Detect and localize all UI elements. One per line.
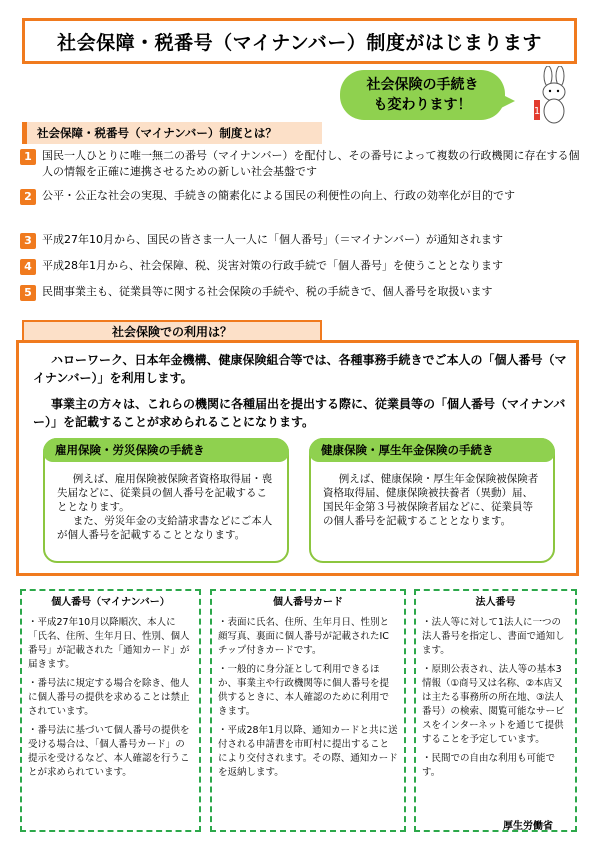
info-box-title: 法人番号	[475, 597, 516, 608]
number-badge: 3	[20, 233, 36, 249]
social-insurance-panel	[16, 340, 579, 576]
rabbit-mascot-icon	[530, 66, 580, 126]
info-box-corporate-number	[414, 589, 577, 832]
speech-bubble	[340, 70, 505, 120]
bubble-line-2: も変わります！	[373, 97, 472, 113]
list-item	[20, 232, 580, 248]
info-box-paragraph: ・法人等に対して1法人に一つの法人番号を指定し、書面で通知します。	[422, 617, 565, 656]
list-item	[20, 188, 580, 222]
health-insurance-box	[309, 438, 555, 563]
employment-insurance-box	[43, 438, 289, 563]
health-insurance-text	[323, 472, 543, 528]
list-item	[20, 148, 580, 182]
info-box-paragraph: ・平成27年10月以降順次、本人に「氏名、住所、生年月日、性別、個人番号」が記載された「通知カード」が届きます。	[28, 617, 190, 670]
usage-paragraph-2: 事業主の方々は、これらの機関に各種届出を提出する際に、従業員等の「個人番号（マイナンバー）」を記載することが求められることになります。	[33, 397, 566, 429]
bubble-line-1: 社会保険の手続き	[366, 77, 479, 93]
info-box-title: 個人番号（マイナンバー）	[51, 597, 170, 608]
list-item-text: 平成27年10月から、国民の皆さま一人一人に「個人番号」（＝マイナンバー）が通知されます	[42, 233, 503, 246]
info-box-paragraph: ・平成28年1月以降、通知カードと共に送付される申請書を市町村に提出することにより交付されます。その際、通知カードを返納します。	[218, 725, 398, 778]
list-item-text: 公平・公正な社会の実現、手続きの簡素化による国民の利便性の向上、行政の効率化が目的です	[42, 189, 515, 202]
section-header-social-insurance: 社会保険での利用は？	[22, 320, 322, 342]
number-badge: 1	[20, 149, 36, 165]
info-box-paragraph: ・番号法に基づいて個人番号の提供を受ける場合は、「個人番号カード」の提示を受けるなど、本人確認を行うことが求められています。	[28, 725, 190, 778]
list-item-text: 平成28年1月から、社会保障、税、災害対策の行政手続で「個人番号」を使うこととなります	[42, 259, 503, 272]
number-badge: 4	[20, 259, 36, 275]
info-box-paragraph: ・原則公表され、法人等の基本3情報（①商号又は名称、②本店又は主たる事務所の所在地、③法人番号）の検索、閲覧可能なサービスをインターネットを通じて提供することを予定しています。	[422, 664, 565, 745]
list-item-text: 国民一人ひとりに唯一無二の番号（マイナンバー）を配付し、その番号によって複数の行政機関に存在する個人の情報を正確に連携させるための新しい社会基盤です	[42, 149, 580, 178]
usage-paragraph-1: ハローワーク、日本年金機構、健康保険組合等では、各種事務手続きでご本人の「個人番号（マイナンバー）」を利用します。	[33, 353, 567, 385]
list-item-text: 民間事業主も、従業員等に関する社会保険の手続や、税の手続きで、個人番号を取扱います	[42, 285, 493, 298]
number-badge: 5	[20, 285, 36, 301]
health-insurance-text-1: 例えば、健康保険・厚生年金保険被保険者資格取得届、健康保険被扶養者（異動）届、国民年金第３号被保険者届などに、従業員等の個人番号を記載することとなります。	[323, 473, 539, 527]
section-header-what-is: 社会保障・税番号（マイナンバー）制度とは？	[22, 122, 322, 144]
intro-list	[20, 148, 580, 300]
info-box-title: 個人番号カード	[273, 597, 343, 608]
list-item	[20, 284, 580, 300]
info-box-paragraph: ・民間での自由な利用も可能です。	[422, 753, 556, 778]
number-badge: 2	[20, 189, 36, 205]
page-title: 社会保障・税番号（マイナンバー）制度がはじまります	[22, 18, 577, 64]
health-insurance-title: 健康保険・厚生年金保険の手続き	[309, 438, 555, 462]
publisher-label: 厚生労働省	[503, 821, 553, 832]
info-box-paragraph: ・表面に氏名、住所、生年月日、性別と顔写真、裏面に個人番号が記載されたICチップ付きカードです。	[218, 617, 390, 656]
info-box-number-card	[210, 589, 406, 832]
info-box-paragraph: ・一般的に身分証として利用できるほか、事業主や行政機関等に個人番号を提供するときに、本人確認のために利用できます。	[218, 664, 390, 717]
info-box-my-number	[20, 589, 201, 832]
employment-insurance-text-1: 例えば、雇用保険被保険者資格取得届・喪失届などに、従業員の個人番号を記載することとなります。	[57, 473, 273, 513]
employment-insurance-text-2: また、労災年金の支給請求書などにご本人が個人番号を記載することとなります。	[57, 515, 273, 541]
info-box-paragraph: ・番号法に規定する場合を除き、他人に個人番号の提供を求めることは禁止されています。	[28, 678, 190, 717]
list-item	[20, 258, 580, 274]
svg-text:1: 1	[533, 106, 541, 117]
employment-insurance-text	[57, 472, 277, 542]
employment-insurance-title: 雇用保険・労災保険の手続き	[43, 438, 289, 462]
